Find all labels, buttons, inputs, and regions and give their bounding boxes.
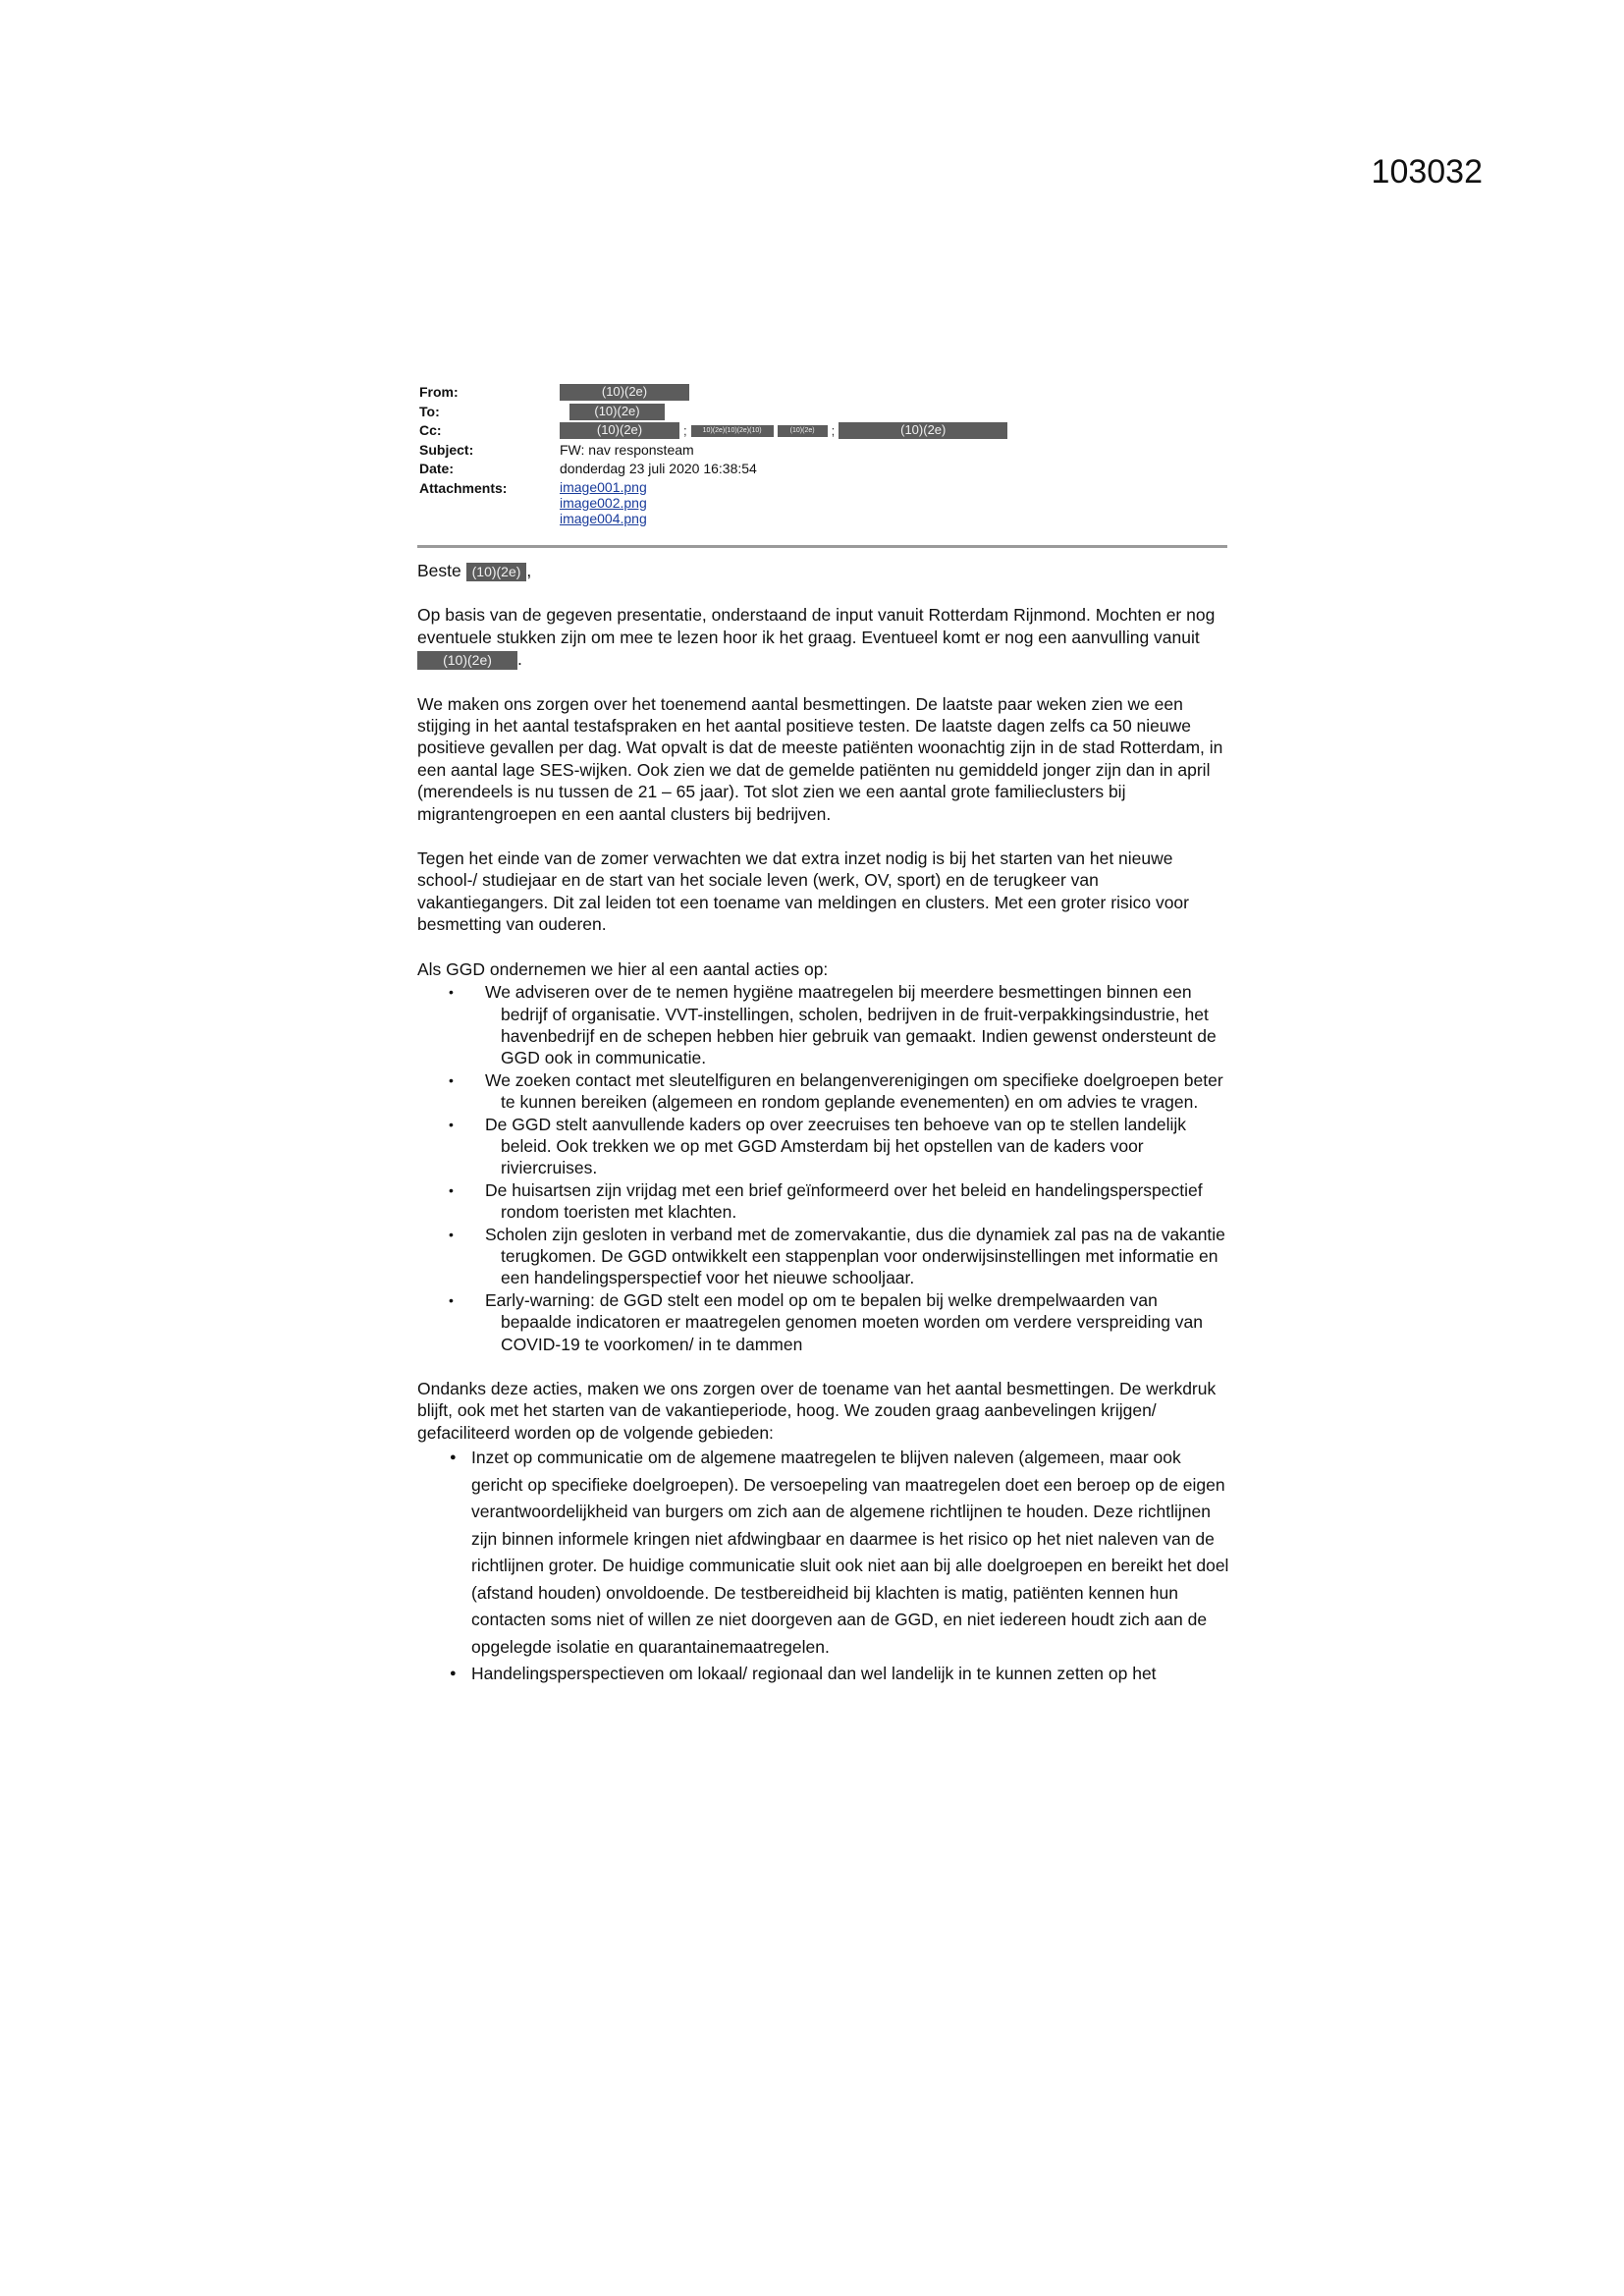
email-header xyxy=(419,383,1224,526)
list-item: • Scholen zijn gesloten in verband met de zomervakantie, dus die dynamiek zal pas na de vakantie terugkomen. De GGD ontwikkelt een stappenplan voor onderwijsinstellingen met informatie en een handelingsperspectief voor het nieuwe schooljaar. xyxy=(417,1224,1232,1289)
paragraph-1-redacted: (10)(2e) xyxy=(417,651,517,670)
from-label: From: xyxy=(419,384,459,400)
cc-row: Cc: (10)(2e) ; 10)(2e)(10)(2e)(10) (10)(2e) ; (10)(2e) xyxy=(419,421,1224,441)
to-row xyxy=(419,403,1224,422)
subject-label: Subject: xyxy=(419,441,474,458)
attachments-label: Attachments: xyxy=(419,479,508,496)
list-item: • We zoeken contact met sleutelfiguren en belangenverenigingen om specifieke doelgroepen beter te kunnen bereiken (algemeen en rondom geplande evenementen) en om advies te vragen. xyxy=(417,1069,1232,1114)
date-label: Date: xyxy=(419,461,455,476)
cc-redacted-4: (10)(2e) xyxy=(839,422,1007,439)
list-item: • De GGD stelt aanvullende kaders op over zeecruises ten behoeve van op te stellen landelijk beleid. Ook trekken we op met GGD Amsterdam bij het opstellen van de kaders voor riviercruises. xyxy=(417,1114,1232,1179)
date-value: donderdag 23 juli 2020 16:38:54 xyxy=(560,461,757,476)
paragraph-1 xyxy=(417,604,1232,670)
attachment-link[interactable]: image004.png xyxy=(560,510,647,526)
to-label: To: xyxy=(419,403,440,419)
paragraph-1-text: Op basis van de gegeven presentatie, onderstaand de input vanuit Rotterdam Rijnmond. Mochten er nog eventuele stukken zijn om mee te lezen hoor ik het graag. Eventueel komt er nog een aanvulling vanuit xyxy=(417,605,1216,647)
attachments-row xyxy=(419,479,1224,526)
from-redacted: (10)(2e) xyxy=(560,384,689,401)
list-item: ● Inzet op communicatie om de algemene maatregelen te blijven naleven (algemeen, maar ook gericht op specifieke doelgroepen). De versoepeling van maatregelen doet een beroep op de eigen verantwoordelijkheid van burgers om zich aan de algemene richtlijnen te houden. Deze richtlijnen zijn binnen informele kringen niet afdwingbaar en daarmee is het risico op het niet naleven van de richtlijnen groter. De huidige communicatie sluit ook niet aan bij alle doelgroepen en bereikt het doel (afstand houden) onvoldoende. De testbereidheid bij klachten is matig, patiënten kennen hun contacten soms niet of willen ze niet doorgeven aan de GGD, en niet iedereen houdt zich aan de opgelegde isolatie en quarantainemaatregelen. xyxy=(417,1445,1232,1661)
list-item: • Early-warning: de GGD stelt een model op om te bepalen bij welke drempelwaarden van bepaalde indicatoren er maatregelen genomen moeten worden om verdere verspreiding van COVID-19 te voorkomen/ in te dammen xyxy=(417,1289,1232,1355)
attachment-link[interactable]: image002.png xyxy=(560,494,647,511)
paragraph-3: Tegen het einde van de zomer verwachten we dat extra inzet nodig is bij het starten van het nieuwe school-/ studiejaar en de start van het sociale leven (werk, OV, sport) en de terugkeer van vakantiegangers. Dit zal leiden tot een toename van meldingen en clusters. Met een groter risico voor besmetting van ouderen. xyxy=(417,848,1189,935)
document-number: 103032 xyxy=(1371,153,1483,191)
email-body xyxy=(417,560,1232,1688)
subject-row xyxy=(419,441,1224,461)
subject-value: FW: nav responsteam xyxy=(560,441,694,458)
list-item: • We adviseren over de te nemen hygiëne maatregelen bij meerdere besmettingen binnen een bedrijf of organisatie. VVT-instellingen, scholen, bedrijven in de fruit-verpakkingsindustrie, het havenbedrijf en de schepen hebben hier gebruik van gemaakt. Indien gewenst ondersteunt de GGD ook in communicatie. xyxy=(417,981,1232,1069)
actions-list xyxy=(417,981,1232,1355)
to-redacted: (10)(2e) xyxy=(569,404,665,420)
greeting xyxy=(417,560,1232,581)
header-divider xyxy=(417,545,1227,548)
from-row xyxy=(419,383,1224,403)
requests-list xyxy=(417,1445,1232,1688)
cc-redacted-3: (10)(2e) xyxy=(778,425,828,437)
paragraph-5: Ondanks deze acties, maken we ons zorgen over de toename van het aantal besmettingen. De werkdruk blijft, ook met het starten van de vakantieperiode, hoog. We zouden graag aanbevelingen krijgen/ gefaciliteerd worden op de volgende gebieden: xyxy=(417,1379,1217,1443)
cc-redacted-2: 10)(2e)(10)(2e)(10) xyxy=(691,425,774,437)
list-item: ● Handelingsperspectieven om lokaal/ regionaal dan wel landelijk in te kunnen zetten op het xyxy=(417,1661,1232,1688)
paragraph-2: We maken ons zorgen over het toenemend aantal besmettingen. De laatste paar weken zien we een stijging in het aantal testafspraken en het aantal positieve testen. De laatste dagen zelfs ca 50 nieuwe positieve gevallen per dag. Wat opvalt is dat de meeste patiënten woonachtig zijn in de stad Rotterdam, in een aantal lage SES-wijken. Ook zien we dat de gemelde patiënten nu gemiddeld jonger zijn dan in april (merendeels is nu tussen de 21 – 65 jaar). Tot slot zien we een aantal grote familieclusters bij migrantengroepen en een aantal clusters bij bedrijven. xyxy=(417,693,1223,824)
cc-label: Cc: xyxy=(419,422,442,438)
list-item: • De huisartsen zijn vrijdag met een brief geïnformeerd over het beleid en handelingsperspectief rondom toeristen met klachten. xyxy=(417,1179,1232,1224)
greeting-redacted: (10)(2e) xyxy=(466,563,527,581)
greeting-end: , xyxy=(526,561,532,580)
date-row xyxy=(419,460,1224,479)
attachment-link[interactable]: image001.png xyxy=(560,478,647,495)
greeting-text: Beste xyxy=(417,561,461,580)
cc-redacted-1: (10)(2e) xyxy=(560,422,679,439)
paragraph-1-end: . xyxy=(517,649,522,670)
paragraph-4: Als GGD ondernemen we hier al een aantal acties op: xyxy=(417,958,829,979)
